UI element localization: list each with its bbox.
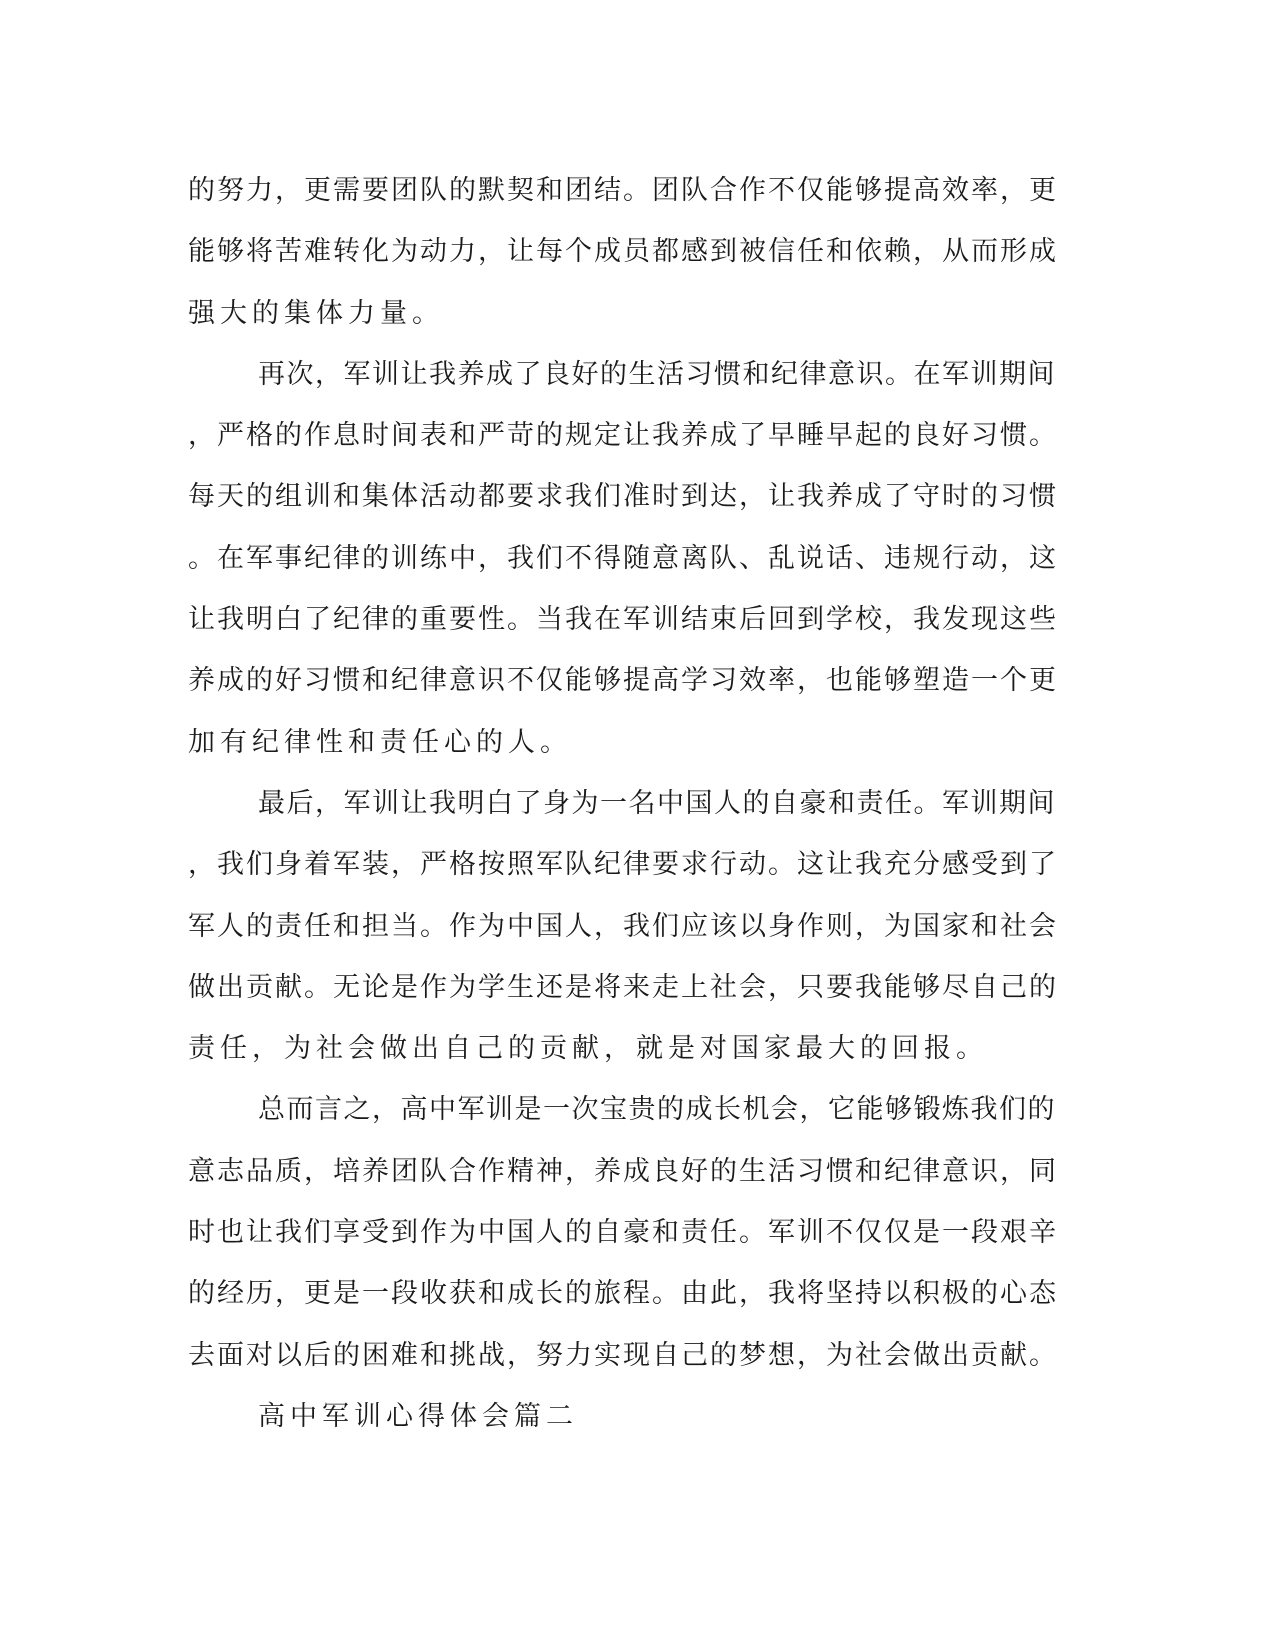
text-line: 意志品质，培养团队合作精神，养成良好的生活习惯和纪律意识，同: [188, 1155, 1058, 1187]
text-line: 总而言之，高中军训是一次宝贵的成长机会，它能够锻炼我们的: [258, 1094, 1056, 1126]
text-line: 养成的好习惯和纪律意识不仅能够提高学习效率，也能够塑造一个更: [188, 665, 1058, 697]
text-line: ，严格的作息时间表和严苛的规定让我养成了早睡早起的良好习惯。: [188, 420, 1058, 452]
text-line: 让我明白了纪律的重要性。当我在军训结束后回到学校，我发现这些: [188, 604, 1058, 636]
text-line: 的努力，更需要团队的默契和团结。团队合作不仅能够提高效率，更: [188, 175, 1058, 206]
text-line: 能够将苦难转化为动力，让每个成员都感到被信任和依赖，从而形成: [188, 236, 1058, 268]
text-line: 加有纪律性和责任心的人。: [188, 726, 572, 758]
text-line: ，我们身着军装，严格按照军队纪律要求行动。这让我充分感受到了: [188, 849, 1058, 881]
text-line: 时也让我们享受到作为中国人的自豪和责任。军训不仅仅是一段艰辛: [188, 1217, 1058, 1249]
text-line: 再次，军训让我养成了良好的生活习惯和纪律意识。在军训期间: [258, 358, 1056, 390]
text-line: 去面对以后的困难和挑战，努力实现自己的梦想，为社会做出贡献。: [188, 1339, 1058, 1371]
text-line: 责任，为社会做出自己的贡献，就是对国家最大的回报。: [188, 1033, 988, 1065]
text-line: 强大的集体力量。: [188, 297, 444, 329]
text-line: 的经历，更是一段收获和成长的旅程。由此，我将坚持以积极的心态: [188, 1278, 1058, 1310]
text-line: 最后，军训让我明白了身为一名中国人的自豪和责任。军训期间: [258, 787, 1056, 819]
text-line: 。在军事纪律的训练中，我们不得随意离队、乱说话、违规行动，这: [188, 542, 1058, 574]
text-line: 军人的责任和担当。作为中国人，我们应该以身作则，为国家和社会: [188, 910, 1058, 942]
text-line: 做出贡献。无论是作为学生还是将来走上社会，只要我能够尽自己的: [188, 971, 1058, 1003]
text-line: 每天的组训和集体活动都要求我们准时到达，让我养成了守时的习惯: [188, 481, 1058, 513]
section-heading: 高中军训心得体会篇二: [258, 1400, 578, 1432]
document-body: [188, 160, 1068, 1447]
